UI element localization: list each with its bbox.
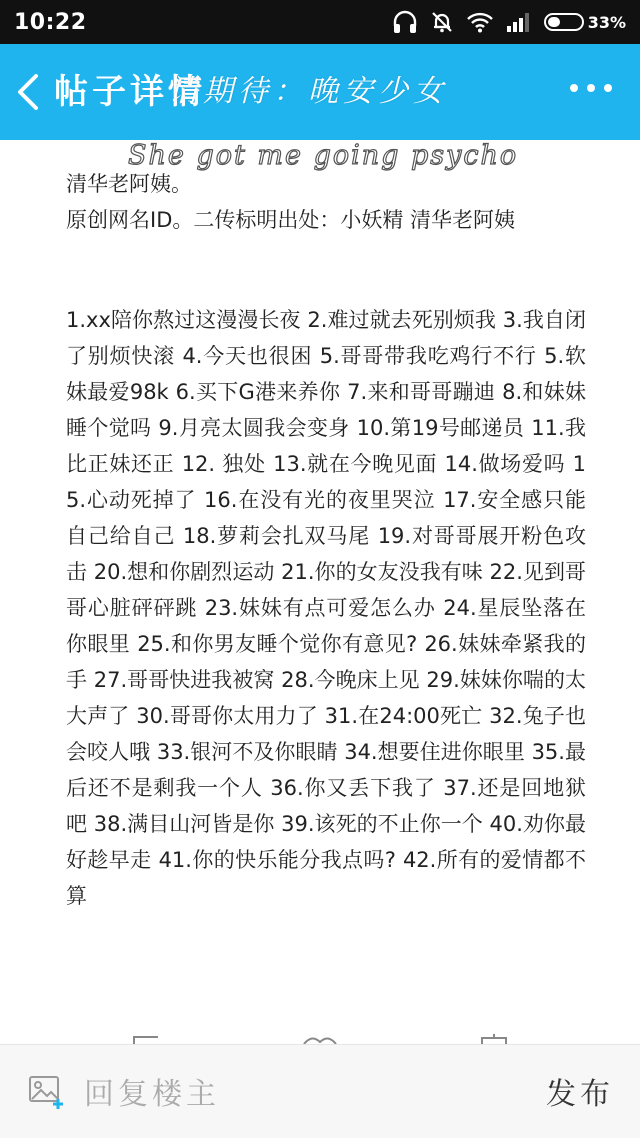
- battery-percent: 33%: [587, 12, 626, 32]
- post-action-row: [0, 1010, 640, 1044]
- page-title: 帖子详情: [54, 72, 206, 112]
- more-dot-icon: [570, 84, 578, 92]
- battery-indicator: [544, 13, 626, 32]
- overlay-caption-title: 请期待：晚安少女: [168, 74, 448, 109]
- more-options-button[interactable]: [570, 84, 612, 92]
- wifi-icon: [466, 11, 494, 33]
- mute-bell-icon: [430, 10, 454, 34]
- reply-bar: [0, 1044, 640, 1138]
- battery-icon: [544, 13, 584, 31]
- headphones-icon: [392, 10, 418, 34]
- status-bar: [0, 0, 640, 44]
- send-button[interactable]: 发布: [546, 1077, 614, 1112]
- post-intro-line: 清华老阿姨。: [66, 172, 192, 196]
- signal-icon: [506, 11, 532, 33]
- post-intro-line: 原创网名ID。二传标明出处：小妖精 清华老阿姨: [66, 208, 516, 232]
- comment-icon[interactable]: [479, 1034, 509, 1044]
- more-dot-icon: [587, 84, 595, 92]
- back-button[interactable]: [6, 66, 50, 118]
- post-body-text: 1.xx陪你熬过这漫漫长夜 2.难过就去死别烦我 3.我自闭了别烦快滚 4.今天也很困 5.哥哥带我吃鸡行不行 5.软妹最爱98k 6.买下G港来养你 7.来和哥哥蹦迪 8.和妹妹睡个觉吗 9.月亮太圆我会变身 10.第19号邮递员 11.我比正妹还正 12. 独处 13.就在今晚见面 14.做场爱吗 15.心动死掉了 16.在没有光的夜里哭泣 17.安全感只能自己给自己 18.萝莉会扎双马尾 19.对哥哥展开粉色攻击 20.想和你剧烈运动 21.你的女友没我有味 22.见到哥哥心脏砰砰跳 23.妹妹有点可爱怎么办 24.星辰坠落在你眼里 25.和你男友睡个觉你有意见? 26.妹妹牵紧我的手 27.哥哥快进我被窝 28.今晚床上见 29.妹妹你喘的太大声了 30.哥哥你太用力了 31.在24:00死亡 32.兔子也会咬人哦 33.银河不及你眼睛 34.想要住进你眼里 35.最后还不是剩我一个人 36.你又丢下我了 37.还是回地狱吧 38.满目山河皆是你 39.该死的不止你一个 40.劝你最好趁早走 41.你的快乐能分我点吗? 42.所有的爱情都不算: [66, 308, 586, 908]
- status-icons: [392, 10, 626, 34]
- like-icon[interactable]: [302, 1034, 338, 1044]
- more-dot-icon: [604, 84, 612, 92]
- status-time: 10:22: [14, 9, 87, 35]
- post-content: [66, 166, 586, 1011]
- back-arrow-icon: [16, 73, 40, 111]
- add-image-button[interactable]: [28, 1073, 66, 1111]
- reply-input[interactable]: 回复楼主: [84, 1077, 220, 1112]
- share-icon[interactable]: [131, 1034, 161, 1044]
- image-add-icon: [28, 1073, 66, 1111]
- overlay-caption-subtitle: She got me going psycho: [128, 140, 519, 171]
- app-bar: [0, 44, 640, 140]
